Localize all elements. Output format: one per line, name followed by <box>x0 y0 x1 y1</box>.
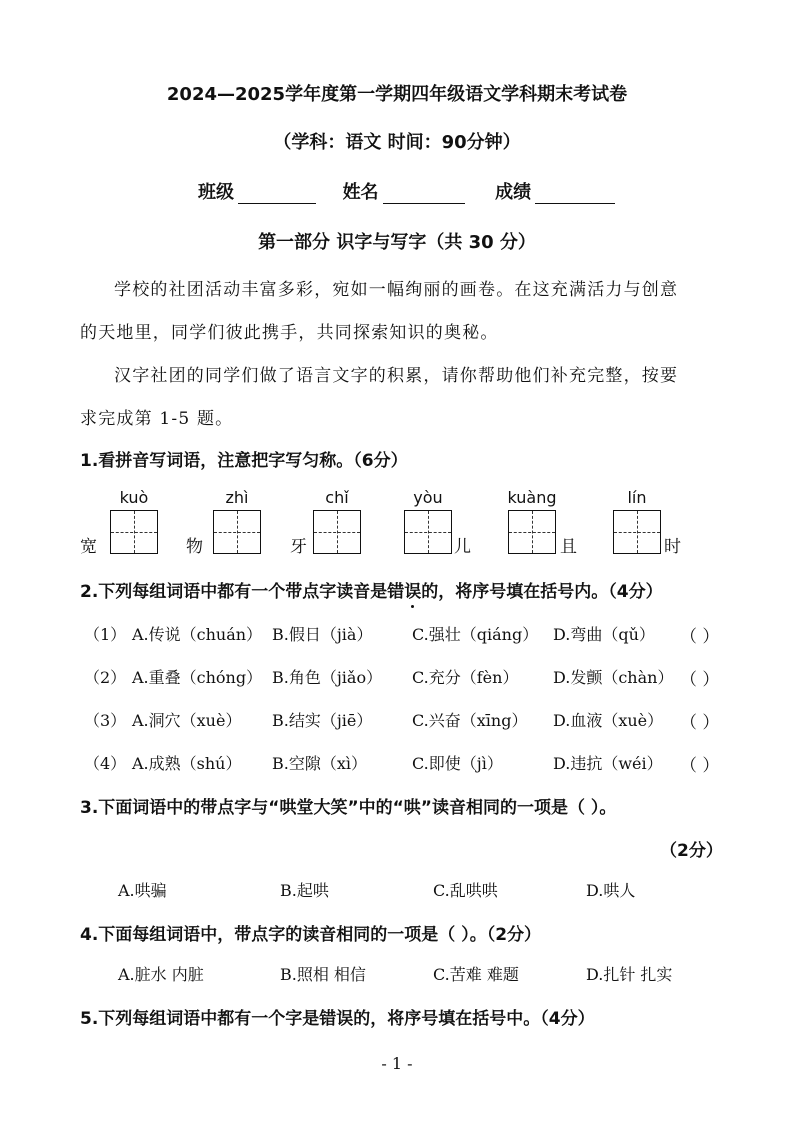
q1-writing-grid-4[interactable] <box>404 510 452 554</box>
q2-row-4-answer[interactable]: （ ） <box>680 756 720 776</box>
q4-opt-d: D.扎针 扎实 <box>586 965 673 984</box>
q2-row-3-opt-c: C.兴奋（xīng） <box>412 711 528 730</box>
q2-row-4-num: （4） <box>84 754 127 773</box>
q2-row-4-opt-c: C.即使（jì） <box>412 754 503 773</box>
q1-writing-grid-3[interactable] <box>313 510 361 554</box>
q4-opt-c: C.苦难 难题 <box>433 965 519 984</box>
q1-pinyin-3: chǐ <box>325 488 349 507</box>
q1-pinyin-5: kuàng <box>507 488 557 507</box>
q1-char-before-1: 宽 <box>80 537 97 557</box>
q1-char-after-4: 儿 <box>454 537 471 557</box>
q1-pinyin-1: kuò <box>119 488 149 507</box>
q2-row-4-opt-d: D.违抗（wéi） <box>553 754 663 773</box>
q3-opt-a: A.哄骗 <box>118 881 167 900</box>
class-label: 班级 <box>198 182 234 203</box>
score-label: 成绩 <box>495 182 532 203</box>
q1-char-after-5: 且 <box>560 537 577 557</box>
q2-row-2-opt-c: C.充分（fèn） <box>412 668 519 687</box>
q1-writing-grid-6[interactable] <box>613 510 661 554</box>
q2-title-post: 的，将序号填在括号内。（4分） <box>421 582 663 602</box>
q2-row-1-opt-d: D.弯曲（qǔ） <box>553 625 655 644</box>
q2-row-1-num: （1） <box>84 625 127 644</box>
q1-writing-grid-2[interactable] <box>213 510 261 554</box>
q2-row-3-answer[interactable]: （ ） <box>680 713 720 733</box>
q1-char-before-2: 物 <box>186 537 203 557</box>
intro-line-1: 学校的社团活动丰富多彩，宛如一幅绚丽的画卷。在这充满活力与创意 <box>114 280 679 300</box>
q3-score: （2分） <box>660 841 723 861</box>
q4-opt-a: A.脏水 内脏 <box>118 965 204 984</box>
class-blank[interactable] <box>238 183 316 204</box>
q2-row-1-opt-b: B.假日（jià） <box>272 625 373 644</box>
q3-opt-b: B.起哄 <box>280 881 329 900</box>
q2-title-pre: 2.下列每组词语中都有一个带点字读音是错 <box>80 582 405 602</box>
info-line <box>198 178 615 204</box>
q2-row-2-opt-d: D.发颤（chàn） <box>553 668 674 687</box>
part1-heading: 第一部分 识字与写字（共 30 分） <box>258 232 536 253</box>
q1-pinyin-6: lín <box>627 488 647 507</box>
q2-row-4-opt-b: B.空隙（xì） <box>272 754 367 773</box>
q2-title <box>80 577 663 602</box>
q4-title: 4.下面每组词语中，带点字的读音相同的一项是（ ）。（2分） <box>80 925 542 945</box>
q1-char-after-6: 时 <box>664 537 681 557</box>
q2-row-2-opt-a: A.重叠（chóng） <box>132 668 263 687</box>
q4-opt-b: B.照相 相信 <box>280 965 366 984</box>
exam-title: 2024—2025学年度第一学期四年级语文学科期末考试卷 <box>166 84 628 105</box>
q2-row-2-opt-b: B.角色（jiǎo） <box>272 668 383 687</box>
q1-writing-grid-1[interactable] <box>110 510 158 554</box>
q1-title: 1.看拼音写词语，注意把字写匀称。（6分） <box>80 451 408 471</box>
q2-title-dotted-char: 误 <box>404 577 421 602</box>
q1-pinyin-2: zhì <box>225 488 249 507</box>
q1-char-before-3: 牙 <box>290 537 307 557</box>
exam-subtitle: （学科：语文 时间：90分钟） <box>273 132 521 153</box>
q2-row-2-answer[interactable]: （ ） <box>680 670 720 690</box>
page-number: - 1 - <box>381 1054 413 1073</box>
q2-row-3-opt-d: D.血液（xuè） <box>553 711 664 730</box>
q2-row-2-num: （2） <box>84 668 127 687</box>
intro-line-4: 求完成第 1-5 题。 <box>80 409 234 429</box>
q2-row-3-opt-a: A.洞穴（xuè） <box>132 711 242 730</box>
q3-opt-c: C.乱哄哄 <box>433 881 498 900</box>
q2-row-1-opt-a: A.传说（chuán） <box>132 625 263 644</box>
q2-row-3-num: （3） <box>84 711 127 730</box>
q2-row-1-opt-c: C.强壮（qiáng） <box>412 625 539 644</box>
q2-row-3-opt-b: B.结实（jiē） <box>272 711 373 730</box>
q2-row-4-opt-a: A.成熟（shú） <box>132 754 242 773</box>
name-blank[interactable] <box>383 183 465 204</box>
q5-title: 5.下列每组词语中都有一个字是错误的，将序号填在括号中。（4分） <box>80 1009 595 1029</box>
name-label: 姓名 <box>342 182 379 203</box>
q1-pinyin-4: yòu <box>413 488 443 507</box>
q3-opt-d: D.哄人 <box>586 881 636 900</box>
q1-writing-grid-5[interactable] <box>508 510 556 554</box>
score-blank[interactable] <box>535 183 615 204</box>
q3-title: 3.下面词语中的带点字与“哄堂大笑”中的“哄”读音相同的一项是（ ）。 <box>80 798 617 818</box>
intro-line-2: 的天地里，同学们彼此携手，共同探索知识的奥秘。 <box>80 323 499 343</box>
q2-row-1-answer[interactable]: （ ） <box>680 627 720 647</box>
intro-line-3: 汉字社团的同学们做了语言文字的积累，请你帮助他们补充完整，按要 <box>114 366 679 386</box>
